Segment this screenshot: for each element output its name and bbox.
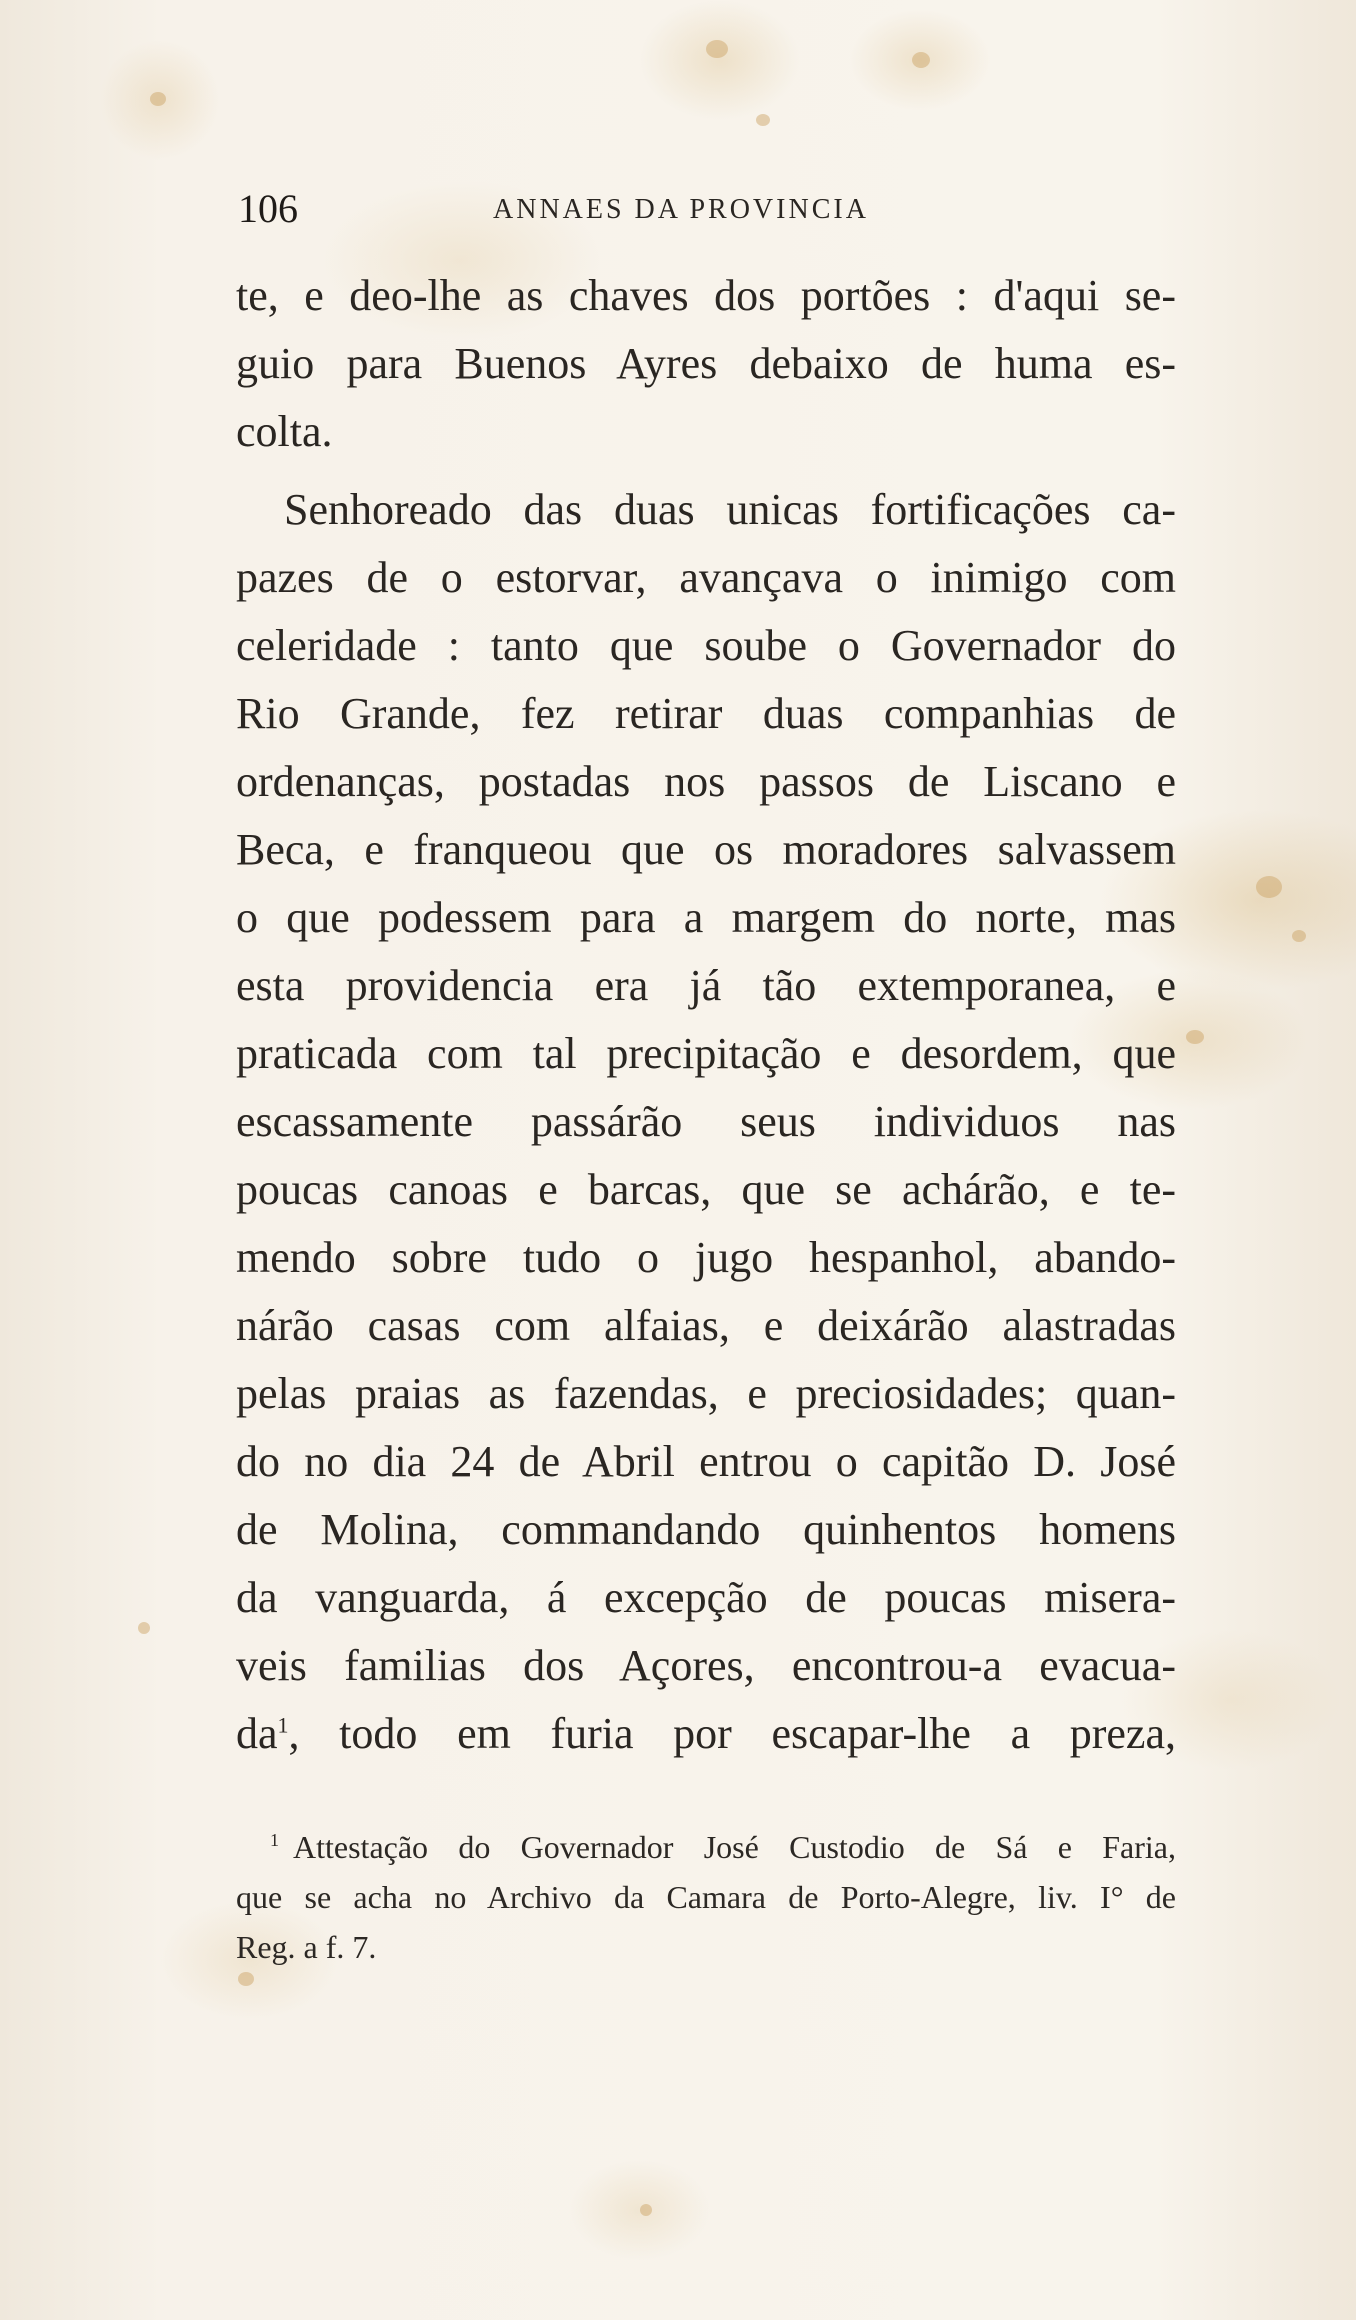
text-line: do no dia 24 de Abril entrou o capitão D. José (236, 1437, 1176, 1486)
foxing-spot (150, 92, 166, 106)
foxing-spot (756, 114, 770, 126)
footnote-line: Reg. a f. 7. (236, 1929, 377, 1965)
text-line-with-footnote-ref (236, 1700, 1176, 1768)
text-line: Beca, e franqueou que os moradores salvassem (236, 825, 1176, 874)
text-line: praticada com tal precipitação e desordem, que (236, 1029, 1176, 1078)
foxing-spot (1256, 876, 1282, 898)
foxing-spot (912, 52, 930, 68)
text-line: colta. (236, 407, 333, 456)
text-line: celeridade : tanto que soube o Governador do (236, 621, 1176, 670)
text-line: de Molina, commandando quinhentos homens (236, 1505, 1176, 1554)
page-header (238, 184, 1168, 234)
foxing-spot (238, 1972, 254, 1986)
footnote-line: que se acha no Archivo da Camara de Porto-Alegre, liv. I° de (236, 1879, 1176, 1915)
foxing-spot (1292, 930, 1306, 942)
text-line: o que podessem para a margem do norte, mas (236, 893, 1176, 942)
text-line: mendo sobre tudo o jugo hespanhol, abando- (236, 1233, 1176, 1282)
text-fragment: da (236, 1709, 278, 1758)
footnote-marker: 1 (270, 1830, 279, 1851)
text-line: escassamente passárão seus individuos nas (236, 1097, 1176, 1146)
body-text (236, 262, 1176, 1768)
foxing-spot (640, 2204, 652, 2216)
text-line: esta providencia era já tão extemporanea, e (236, 961, 1176, 1010)
text-line: pazes de o estorvar, avançava o inimigo com (236, 553, 1176, 602)
footnote-reference: 1 (277, 1712, 289, 1738)
text-line: veis familias dos Açores, encontrou-a evacua- (236, 1641, 1176, 1690)
footnote (236, 1822, 1176, 1972)
page-number: 106 (238, 186, 298, 231)
text-line: poucas canoas e barcas, que se achárão, e te- (236, 1165, 1176, 1214)
text-line: da vanguarda, á excepção de poucas misera- (236, 1573, 1176, 1622)
text-line: guio para Buenos Ayres debaixo de huma es- (236, 339, 1176, 388)
foxing-spot (1186, 1030, 1204, 1044)
footnote-text: Attestação do Governador José Custodio de Sá e Faria, (293, 1829, 1176, 1865)
footnote-line (236, 1822, 1176, 1872)
text-line: Senhoreado das duas unicas fortificações ca- (284, 485, 1176, 534)
text-line: Rio Grande, fez retirar duas companhias de (236, 689, 1176, 738)
text-fragment: , todo em furia por escapar-lhe a preza, (288, 1709, 1176, 1758)
foxing-spot (138, 1622, 150, 1634)
foxing-spot (706, 40, 728, 58)
text-line: nárão casas com alfaias, e deixárão alastradas (236, 1301, 1176, 1350)
text-line: ordenanças, postadas nos passos de Liscano e (236, 757, 1176, 806)
text-line: te, e deo-lhe as chaves dos portões : d'aqui se- (236, 271, 1176, 320)
running-title: ANNAES DA PROVINCIA (493, 194, 869, 225)
text-line: pelas praias as fazendas, e preciosidades; quan- (236, 1369, 1176, 1418)
